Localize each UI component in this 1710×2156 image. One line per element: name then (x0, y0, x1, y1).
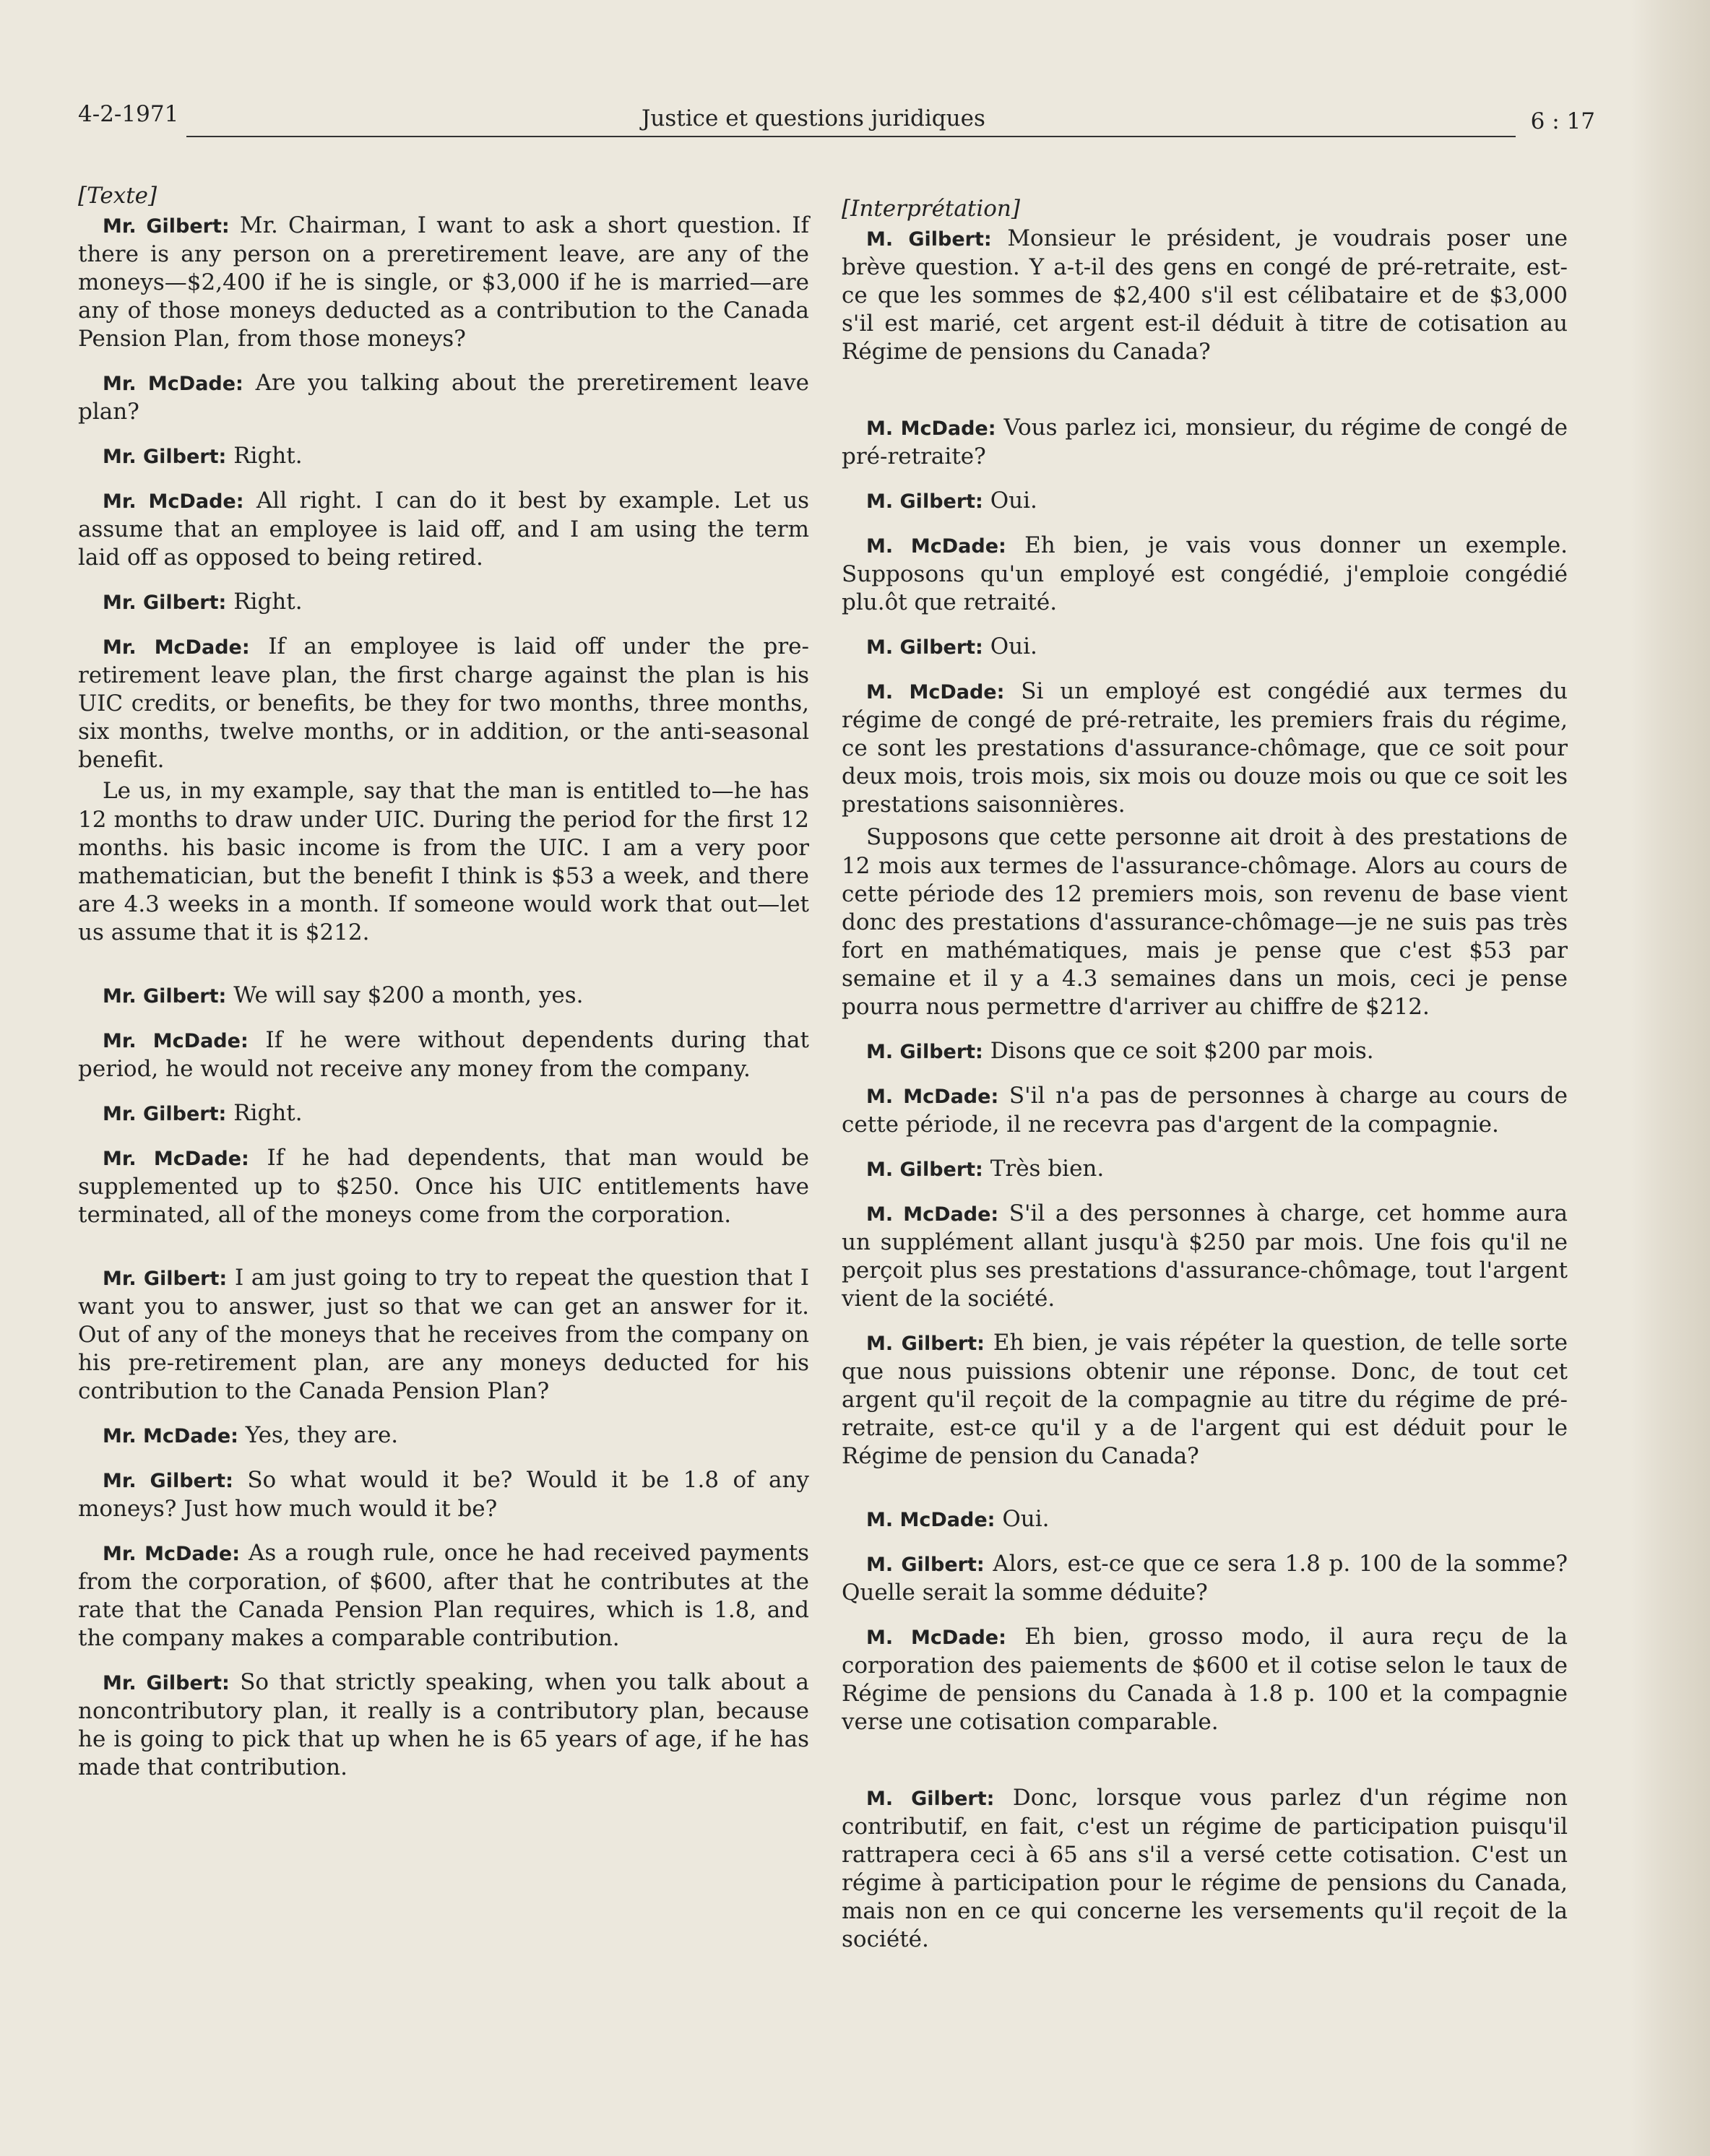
paragraph (842, 1784, 1568, 1954)
paragraph-text: Alors, est-ce que ce sera 1.8 p. 100 de la somme? Quelle serait la somme déduite? (842, 1551, 1568, 1606)
speaker-name: Mr. McDade: (103, 1425, 238, 1447)
header-rule (186, 136, 1516, 137)
french-column (842, 195, 1568, 1970)
paragraph-text: Donc, lorsque vous parlez d'un régime non contributif, en fait, c'est un régime de participation puisqu'il rattrapera ceci à 65 ans s'il a versé cette cotisation. C'est un régime à participation pour le régime de pensions du Canada, mais non en ce qui concerne les versements qu'il reçoit de la société. (842, 1785, 1568, 1952)
paragraph (842, 1623, 1568, 1736)
speaker-name: Mr. McDade: (103, 490, 244, 513)
paragraph-text: Eh bien, je vais répéter la question, de telle sorte que nous puissions obtenir une réponse. Donc, de tout cet argent qu'il reçoit de la compagnie au titre du régime de pré-retraite, est-ce qu'il y a de l'argent qui est déduit pour le Régime de pension du Canada? (842, 1330, 1568, 1469)
paragraph (842, 225, 1568, 366)
speaker-name: Mr. McDade: (103, 636, 250, 659)
paragraph-text: We will say $200 a month, yes. (233, 982, 584, 1008)
speaker-name: Mr. Gilbert: (103, 1672, 230, 1694)
paragraph-text: Eh bien, je vais vous donner un exemple. Supposons qu'un employé est congédié, j'emploie congédié plu.ôt que retraité. (842, 532, 1568, 615)
paragraph-text: Oui. (990, 488, 1037, 514)
paragraph-text: If he had dependents, that man would be supplemented up to $250. Once his UIC entitlements have terminated, all of the moneys come from the corporation. (78, 1145, 809, 1228)
spacer (842, 382, 1568, 414)
speaker-name: M. Gilbert: (866, 1554, 985, 1576)
english-column (78, 182, 809, 1798)
speaker-name: M. Gilbert: (866, 1788, 995, 1810)
paragraph (78, 1099, 809, 1128)
header-page-number: 6 : 17 (1530, 108, 1595, 134)
paragraph (78, 442, 809, 471)
column-label: [Interprétation] (842, 196, 1020, 222)
speaker-name: M. Gilbert: (866, 1041, 983, 1063)
paragraph (78, 588, 809, 617)
speaker-name: M. Gilbert: (866, 1159, 983, 1181)
paragraph-text: Eh bien, grosso modo, il aura reçu de la corporation des paiements de $600 et il cotise selon le taux de Régime de pensions du Canada à 1.8 p. 100 et la compagnie verse une cotisation comparable. (842, 1624, 1568, 1735)
paragraph (842, 1329, 1568, 1471)
spacer (78, 963, 809, 982)
spacer (78, 1245, 809, 1264)
page-binding-shadow (1631, 0, 1710, 2156)
paragraph-text: So what would it be? Would it be 1.8 of any moneys? Just how much would it be? (78, 1467, 810, 1522)
speaker-name: M. Gilbert: (866, 228, 992, 251)
column-label: [Texte] (78, 183, 157, 209)
paragraph-text: Yes, they are. (245, 1422, 399, 1448)
paragraph (842, 1155, 1568, 1184)
paragraph (842, 823, 1568, 1021)
header-date: 4-2-1971 (78, 101, 179, 127)
paragraph-text: So that strictly speaking, when you talk about a noncontributory plan, it really is a contributory plan, because he is going to pick that up when he is 65 years of age, if he has made that contribution. (78, 1669, 810, 1780)
spacer (842, 1752, 1568, 1784)
speaker-name: Mr. Gilbert: (103, 1268, 228, 1290)
speaker-name: M. McDade: (866, 1627, 1006, 1649)
paragraph (78, 369, 809, 426)
paragraph-text: Monsieur le président, je voudrais poser une brève question. Y a-t-il des gens en congé de pré-retraite, est-ce que les sommes de $2,400 s'il est célibataire et de $3,000 s'il est marié, cet argent est-il déduit à titre de cotisation au Régime de pensions du Canada? (842, 225, 1568, 365)
paragraph-text: Oui. (1002, 1506, 1050, 1532)
speaker-name: Mr. McDade: (103, 373, 243, 395)
paragraph-text: Si un employé est congédié aux termes du régime de congé de pré-retraite, les premiers frais du régime, ce sont les prestations d'assurance-chômage, que ce soit pour deux mois, trois mois, six mois ou douze mois ou que ce soit les prestations saisonnières. (842, 678, 1568, 818)
speaker-name: Mr. Gilbert: (103, 592, 227, 614)
paragraph-text: Très bien. (990, 1156, 1105, 1182)
paragraph-text: Oui. (990, 633, 1037, 659)
paragraph (842, 1505, 1568, 1534)
paragraph-text: Supposons que cette personne ait droit à des prestations de 12 mois aux termes de l'assurance-chômage. Alors au cours de cette période des 12 premiers mois, son revenu de base vient donc des prestations d'assurance-chômage—je ne suis pas très fort en mathématiques, mais je pense que c'est $53 par semaine et il y a 4.3 semaines dans un mois, ceci je pense pourra nous permettre d'arriver au chiffre de $212. (842, 824, 1568, 1020)
paragraph-text: Are you talking about the preretirement leave plan? (78, 370, 809, 425)
paragraph (78, 487, 809, 572)
paragraph (842, 1082, 1568, 1139)
page-header (78, 101, 1595, 144)
paragraph (78, 982, 809, 1010)
paragraph (78, 212, 809, 353)
paragraph-text: S'il a des personnes à charge, cet homme aura un supplément allant jusqu'à $250 par mois. Une fois qu'il ne perçoit plus ses prestations d'assurance-chômage, tout l'argent vient de la société. (842, 1200, 1568, 1312)
paragraph (842, 487, 1568, 516)
speaker-name: M. McDade: (866, 417, 996, 440)
paragraph (842, 414, 1568, 471)
paragraph (78, 633, 809, 774)
speaker-name: M. Gilbert: (866, 636, 983, 659)
paragraph-text: Disons que ce soit $200 par mois. (990, 1038, 1374, 1064)
speaker-name: M. McDade: (866, 535, 1006, 558)
speaker-name: M. McDade: (866, 681, 1005, 703)
speaker-name: Mr. Gilbert: (103, 985, 227, 1008)
paragraph (842, 1550, 1568, 1607)
speaker-name: M. Gilbert: (866, 490, 983, 513)
paragraph-text: Mr. Chairman, I want to ask a short question. If there is any person on a preretirement leave, are any of the moneys—$2,400 if he is single, or $3,000 if he is married—are any of those moneys deducted as a contribution to the Canada Pension Plan, from those moneys? (78, 212, 809, 352)
speaker-name: M. Gilbert: (866, 1333, 985, 1355)
paragraph-text: If an employee is laid off under the pre-retirement leave plan, the first charge against the plan is his UIC credits, or benefits, be they for two months, three months, six months, twelve months, or in addition, or the anti-seasonal benefit. (78, 633, 810, 773)
speaker-name: Mr. McDade: (103, 1030, 249, 1052)
speaker-name: Mr. McDade: (103, 1543, 241, 1565)
speaker-name: M. McDade: (866, 1086, 999, 1108)
paragraph (78, 1668, 809, 1782)
speaker-name: M. McDade: (866, 1509, 996, 1531)
paragraph (842, 1037, 1568, 1066)
paragraph-text: Right. (233, 589, 303, 615)
paragraph (78, 1466, 809, 1523)
speaker-name: Mr. Gilbert: (103, 1103, 227, 1125)
paragraph-text: Right. (233, 443, 303, 469)
paragraph (842, 1200, 1568, 1313)
paragraph (78, 1026, 809, 1083)
paragraph (842, 633, 1568, 662)
paragraph-text: If he were without dependents during that period, he would not receive any money from the company. (78, 1027, 810, 1082)
paragraph-text: Right. (233, 1100, 303, 1126)
paragraph (78, 1144, 809, 1229)
paragraph (78, 1539, 809, 1653)
paragraph (78, 1264, 809, 1406)
paragraph (842, 677, 1568, 819)
spacer (842, 1486, 1568, 1505)
paragraph (78, 1421, 809, 1450)
paragraph-text: I am just going to try to repeat the question that I want you to answer, just so that we can get an answer for it. Out of any of the moneys that he receives from the company on his pre-retirement plan, are any moneys deducted for his contribution to the Canada Pension Plan? (78, 1265, 809, 1404)
header-title: Justice et questions juridiques (642, 105, 985, 131)
speaker-name: Mr. McDade: (103, 1148, 249, 1170)
paragraph (78, 777, 809, 947)
paragraph-text: S'il n'a pas de personnes à charge au cours de cette période, il ne recevra pas d'argent de la compagnie. (842, 1083, 1568, 1138)
paragraph-text: Le us, in my example, say that the man is entitled to—he has 12 months to draw under UIC. During the period for the first 12 months. his basic income is from the UIC. I am a very poor mathematician, but the benefit I think is $53 a week, and there are 4.3 weeks in a month. If someone would work that out—let us assume that it is $212. (78, 778, 809, 945)
speaker-name: Mr. Gilbert: (103, 215, 230, 238)
speaker-name: Mr. Gilbert: (103, 1470, 233, 1492)
paragraph-text: All right. I can do it best by example. Let us assume that an employee is laid off, and I am using the term laid off as opposed to being retired. (78, 488, 809, 571)
paragraph-text: Vous parlez ici, monsieur, du régime de congé de pré-retraite? (842, 415, 1568, 469)
paragraph-text: As a rough rule, once he had received payments from the corporation, of $600, after that he contributes at the rate that the Canada Pension Plan requires, which is 1.8, and the company makes a comparable contribution. (78, 1540, 809, 1651)
speaker-name: Mr. Gilbert: (103, 446, 227, 468)
speaker-name: M. McDade: (866, 1203, 999, 1226)
paragraph (842, 532, 1568, 617)
